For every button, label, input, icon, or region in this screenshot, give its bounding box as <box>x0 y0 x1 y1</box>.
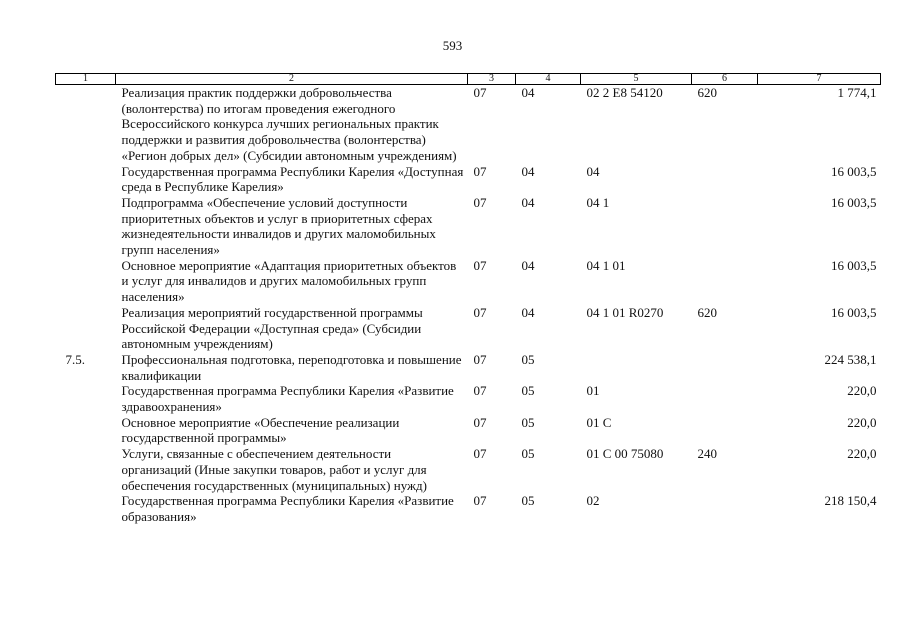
row-expense-type <box>692 195 758 258</box>
row-expense-type: 240 <box>697 446 717 462</box>
row-number <box>56 305 116 352</box>
table-row <box>56 415 881 446</box>
row-number <box>56 415 116 446</box>
header-col-5: 5 <box>581 74 692 85</box>
row-section: 07 <box>473 85 487 100</box>
row-amount: 224 538,1 <box>824 351 877 367</box>
row-subsection: 05 <box>521 351 535 367</box>
row-section: 07 <box>473 304 487 320</box>
row-expense-type <box>692 352 758 383</box>
row-description: Государственная программа Республики Карелия «Доступная среда в Республике Карелия» <box>121 163 464 195</box>
row-description: Реализация мероприятий государственной программы Российской Федерации «Доступная среда» (Субсидии автономным учреждениям) <box>121 304 423 352</box>
row-expense-type <box>692 383 758 414</box>
row-subsection: 05 <box>521 414 535 430</box>
row-description: Государственная программа Республики Карелия «Развитие образования» <box>121 493 454 524</box>
row-section: 07 <box>473 163 487 179</box>
row-expense-type <box>692 493 758 524</box>
row-subsection: 04 <box>521 163 535 179</box>
row-number <box>56 493 116 524</box>
row-number <box>56 195 116 258</box>
table-row <box>56 493 881 524</box>
row-amount: 218 150,4 <box>824 493 877 509</box>
row-target-article: 01 <box>586 383 600 399</box>
table-body <box>56 85 881 525</box>
table-row <box>56 352 881 383</box>
table-row <box>56 305 881 352</box>
row-target-article: 04 1 <box>586 194 610 210</box>
row-amount: 16 003,5 <box>831 304 877 320</box>
row-amount: 16 003,5 <box>831 257 877 273</box>
row-description: Основное мероприятие «Адаптация приоритетных объектов и услуг для инвалидов и других маломобильных групп населения» <box>121 257 457 305</box>
row-description: Подпрограмма «Обеспечение условий доступности приоритетных объектов и услуг в приоритетных сферах жизнедеятельности инвалидов и других маломобильных групп населения» <box>121 194 436 258</box>
row-section: 07 <box>473 194 487 210</box>
row-target-article <box>581 352 692 383</box>
header-col-3: 3 <box>468 74 516 85</box>
row-target-article: 02 <box>586 493 600 509</box>
row-subsection: 04 <box>521 257 535 273</box>
row-description: Государственная программа Республики Карелия «Развитие здравоохранения» <box>121 383 454 415</box>
row-description: Реализация практик поддержки добровольчества (волонтерства) по итогам проведения ежегодного Всероссийского конкурса лучших региональных практик поддержки и развития добровольчества (волонтерства) «Регион добрых дел» (Субсидии автономным учреждениям) <box>121 85 457 163</box>
row-target-article: 01 С 00 75080 <box>586 446 664 462</box>
row-target-article: 04 <box>586 163 600 179</box>
row-number: 7.5. <box>65 351 85 367</box>
table-row <box>56 85 881 164</box>
row-description: Профессиональная подготовка, переподготовка и повышение квалификации <box>121 351 462 383</box>
table-row <box>56 446 881 493</box>
header-col-7: 7 <box>758 74 881 85</box>
row-number <box>56 446 116 493</box>
row-expense-type <box>692 164 758 195</box>
table-row <box>56 164 881 195</box>
table-row <box>56 258 881 305</box>
row-amount: 220,0 <box>847 383 877 399</box>
row-section: 07 <box>473 446 487 462</box>
row-amount: 220,0 <box>847 446 877 462</box>
row-number <box>56 258 116 305</box>
budget-table <box>55 73 881 525</box>
row-amount: 220,0 <box>847 414 877 430</box>
header-col-6: 6 <box>692 74 758 85</box>
row-subsection: 05 <box>521 493 535 509</box>
table-row <box>56 383 881 414</box>
page-number: 593 <box>442 38 463 53</box>
row-subsection: 04 <box>521 194 535 210</box>
header-row <box>56 74 881 85</box>
row-number <box>56 85 116 164</box>
header-col-2: 2 <box>116 74 468 85</box>
row-section: 07 <box>473 414 487 430</box>
header-col-1: 1 <box>56 74 116 85</box>
row-section: 07 <box>473 493 487 509</box>
row-section: 07 <box>473 351 487 367</box>
row-amount: 1 774,1 <box>837 85 877 100</box>
row-number <box>56 383 116 414</box>
row-target-article: 02 2 E8 54120 <box>586 85 663 100</box>
table-row <box>56 195 881 258</box>
row-description: Основное мероприятие «Обеспечение реализации государственной программы» <box>121 414 400 446</box>
row-section: 07 <box>473 383 487 399</box>
row-number <box>56 164 116 195</box>
row-expense-type <box>692 415 758 446</box>
row-target-article: 01 С <box>586 414 612 430</box>
row-target-article: 04 1 01 R0270 <box>586 304 664 320</box>
row-expense-type <box>692 258 758 305</box>
row-section: 07 <box>473 257 487 273</box>
table-header <box>56 74 881 85</box>
row-expense-type: 620 <box>697 304 717 320</box>
row-subsection: 04 <box>521 304 535 320</box>
row-subsection: 05 <box>521 446 535 462</box>
row-description: Услуги, связанные с обеспечением деятельности организаций (Иные закупки товаров, работ и услуг для обеспечения государственных (муниципальных) нужд) <box>121 446 427 493</box>
row-subsection: 05 <box>521 383 535 399</box>
row-amount: 16 003,5 <box>831 194 877 210</box>
row-amount: 16 003,5 <box>831 163 877 179</box>
row-target-article: 04 1 01 <box>586 257 626 273</box>
row-subsection: 04 <box>521 85 535 100</box>
header-col-4: 4 <box>516 74 581 85</box>
row-expense-type: 620 <box>697 85 717 100</box>
